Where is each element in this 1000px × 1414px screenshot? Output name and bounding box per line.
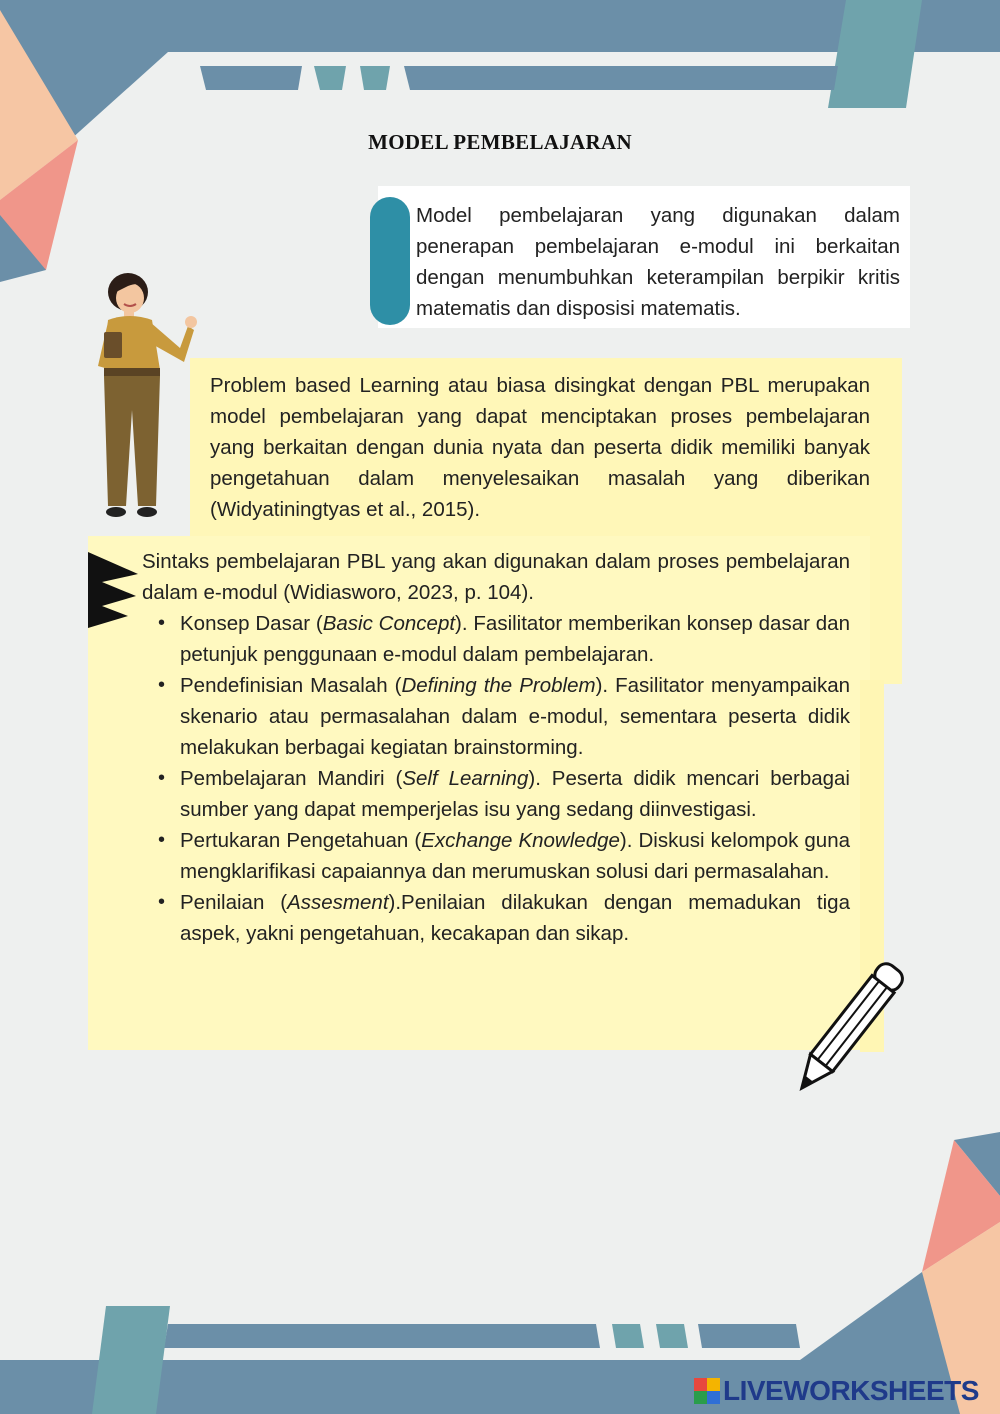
syntax-steps-list: [142, 608, 850, 949]
list-item: • Pembelajaran Mandiri (Self Learning). Peserta didik mencari berbagai sumber yang dapat memperjelas isu yang sedang diinvestigasi.: [180, 763, 850, 825]
liveworksheets-watermark: [694, 1374, 994, 1408]
list-item: • Konsep Dasar (Basic Concept). Fasilitator memberikan konsep dasar dan petunjuk penggunaan e-modul dalam pembelajaran.: [180, 608, 850, 670]
black-flag-marker-icon: [88, 552, 142, 628]
list-item: • Penilaian (Assesment).Penilaian dilakukan dengan memadukan tiga aspek, yakni pengetahuan, kecakapan dan sikap.: [180, 887, 850, 949]
syntax-section: [142, 546, 850, 949]
list-item: • Pertukaran Pengetahuan (Exchange Knowledge). Diskusi kelompok guna mengklarifikasi capaiannya dan merumuskan solusi dari permasalahan.: [180, 825, 850, 887]
intro-text: Model pembelajaran yang digunakan dalam penerapan pembelajaran e-modul ini berkaitan dengan menumbuhkan keterampilan berpikir kritis matematis dan disposisi matematis.: [416, 204, 900, 320]
page-title: MODEL PEMBELAJARAN: [368, 130, 632, 154]
teacher-illustration: [90, 270, 202, 522]
syntax-intro: Sintaks pembelajaran PBL yang akan digunakan dalam proses pembelajaran dalam e-modul (Widiasworo, 2023, p. 104).: [142, 550, 850, 604]
liveworksheets-logo-icon: [694, 1378, 720, 1404]
pencil-icon: [782, 946, 914, 1112]
pbl-definition-text: Problem based Learning atau biasa disingkat dengan PBL merupakan model pembelajaran yang dapat menciptakan proses pembelajaran yang berkaitan dengan dunia nyata dan peserta didik memiliki banyak pengetahuan dalam menyelesaikan masalah yang diberikan (Widyatiningtyas et al., 2015).: [210, 374, 870, 521]
intro-accent-pill: [370, 197, 410, 325]
list-item: • Pendefinisian Masalah (Defining the Problem). Fasilitator menyampaikan skenario atau permasalahan dalam e-modul, sementara peserta didik melakukan berbagai kegiatan brainstorming.: [180, 670, 850, 763]
watermark-text: LIVEWORKSHEETS: [723, 1375, 979, 1406]
